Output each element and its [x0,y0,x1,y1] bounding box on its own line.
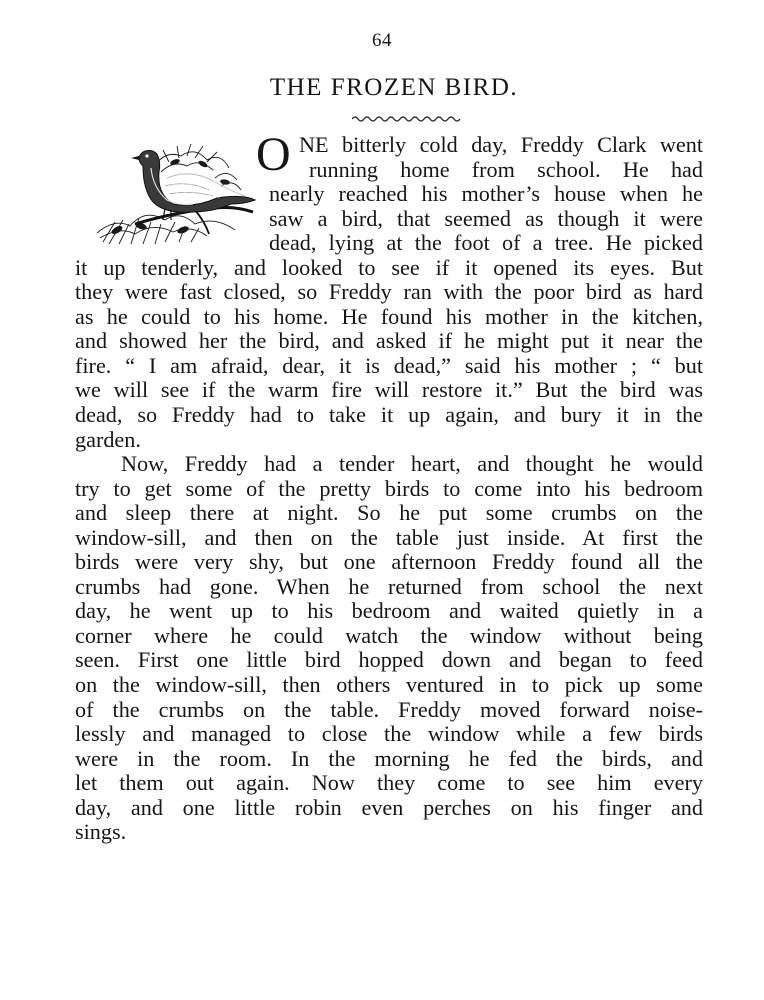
text-line: let them out again. Now they come to see him every [75,770,703,796]
text-line: as he could to his home. He found his mother in the kitchen, [75,303,703,329]
text-line: window-sill, and then on the table just inside. At first the [75,524,703,550]
text-line: on the window-sill, then others ventured in to pick up some [75,672,703,698]
page-title: THE FROZEN BIRD. [269,74,519,101]
text-line: NE bitterly cold day, Freddy Clark went [299,132,703,157]
text-line: garden. [75,426,141,452]
story-text [75,128,703,845]
text-line: lessly and managed to close the window while a few birds [75,721,703,747]
text-line: running home from school. He had [309,156,703,182]
text-line: crumbs had gone. When he returned from school the next [75,573,703,599]
text-line: try to get some of the pretty birds to come into his bedroom [75,475,703,501]
text-line: dead, lying at the foot of a tree. He picked [269,230,703,256]
text-line: were in the room. In the morning he fed the birds, and [75,745,703,771]
page-number: 64 [372,30,392,51]
text-line: it up tenderly, and looked to see if it opened its eyes. But [75,254,703,280]
text-line: Now, Freddy had a tender heart, and thought he would [121,451,703,477]
drop-cap: O [256,128,291,181]
text-line: and sleep there at night. So he put some crumbs on the [75,500,703,526]
paragraph-2 [75,452,703,845]
text-line: of the crumbs on the table. Freddy moved forward noise- [75,696,703,722]
text-line: nearly reached his mother’s house when he [269,181,703,207]
text-line: fire. “ I am afraid, dear, it is dead,” said his mother ; “ but [75,352,703,378]
text-line: dead, so Freddy had to take it up again, and bury it in the [75,402,703,428]
text-line: day, and one little robin even perches on his finger and [75,794,703,820]
ornamental-rule [352,115,462,123]
text-line: and showed her the bird, and asked if he might put it near the [75,328,703,354]
text-line: saw a bird, that seemed as though it were [269,205,703,231]
text-line: sings. [75,819,127,845]
text-line: birds were very shy, but one afternoon Freddy found all the [75,549,703,575]
text-line: seen. First one little bird hopped down and began to feed [75,647,703,673]
text-line: we will see if the warm fire will restore it.” But the bird was [75,377,703,403]
text-line: they were fast closed, so Freddy ran with the poor bird as hard [75,279,703,305]
text-line: corner where he could watch the window without being [75,622,703,648]
paragraph-1 [75,128,703,452]
text-line: day, he went up to his bedroom and waited quietly in a [75,598,703,624]
